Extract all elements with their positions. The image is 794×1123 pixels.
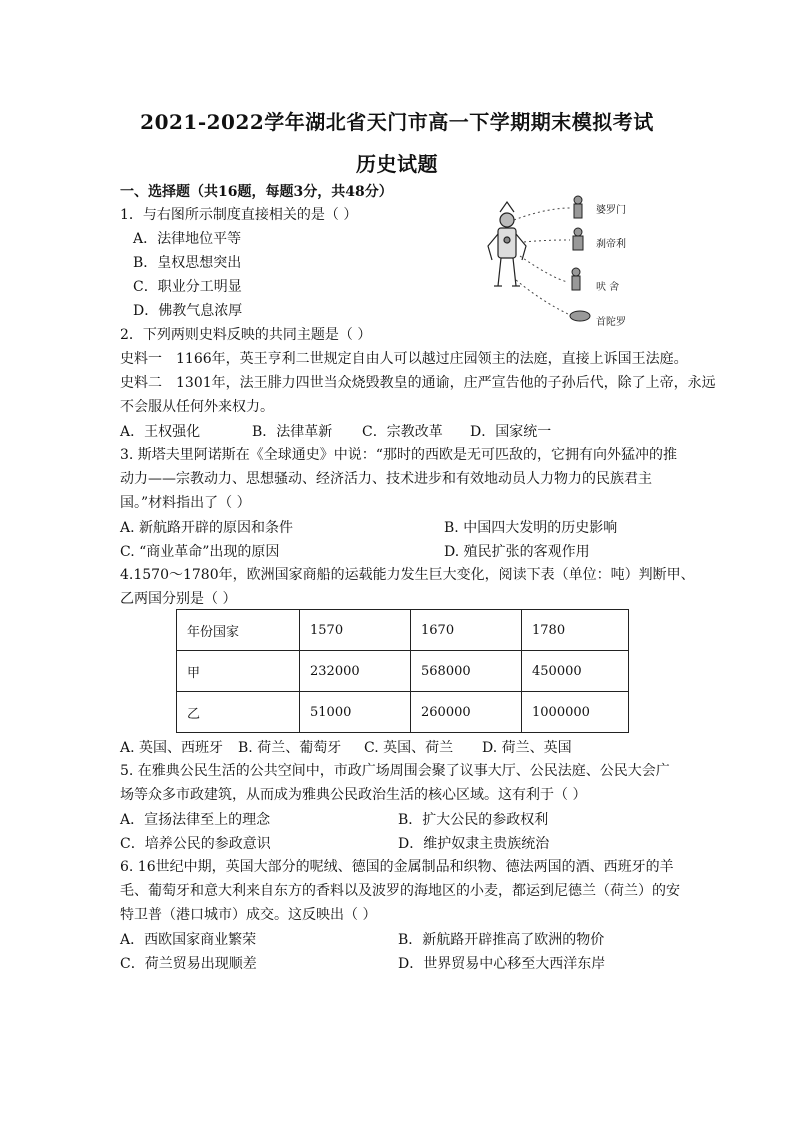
q4-line-2: 乙两国分别是（ ） (120, 591, 237, 607)
table-header-cell: 1570 (300, 610, 411, 651)
table-cell: 1000000 (522, 692, 629, 733)
table-cell: 568000 (411, 651, 522, 692)
caste-system-illustration (480, 190, 650, 330)
section-heading: 一、选择题（共16题，每题3分，共48分） (120, 184, 393, 200)
caste-label-kshatriya: 刹帝利 (596, 239, 626, 250)
q2-option-a: A．王权强化 (120, 424, 201, 440)
table-cell: 甲 (177, 651, 300, 692)
table-cell: 260000 (411, 692, 522, 733)
q2-option-b: B．法律革新 (252, 424, 333, 440)
q3-option-b: B. 中国四大发明的历史影响 (444, 520, 618, 536)
shipping-capacity-table (176, 609, 629, 733)
q3-option-d: D. 殖民扩张的客观作用 (444, 544, 590, 560)
q6-option-a: A．西欧国家商业繁荣 (120, 932, 257, 948)
q1-option-b: B．皇权思想突出 (133, 255, 242, 271)
table-header-cell: 1780 (522, 610, 629, 651)
q2-stem: 2．下列两则史料反映的共同主题是（ ） (120, 327, 372, 343)
exam-subtitle: 历史试题 (356, 152, 438, 176)
table-row (177, 692, 629, 733)
q6-option-d: D．世界贸易中心移至大西洋东岸 (398, 956, 606, 972)
q4-option-d: D. 荷兰、英国 (482, 740, 572, 756)
table-cell: 乙 (177, 692, 300, 733)
exam-title: 2021-2022学年湖北省天门市高一下学期期末模拟考试 (140, 110, 654, 134)
q2-option-c: C．宗教改革 (362, 424, 443, 440)
q6-option-c: C．荷兰贸易出现顺差 (120, 956, 257, 972)
q4-option-c: C. 英国、荷兰 (364, 740, 454, 756)
table-header-cell: 年份国家 (177, 610, 300, 651)
table-row (177, 651, 629, 692)
q4-option-a: A. 英国、西班牙 (120, 740, 224, 756)
q6-line-2: 毛、葡萄牙和意大利来自东方的香料以及波罗的海地区的小麦，都运到尼德兰（荷兰）的安 (120, 883, 680, 899)
q1-option-a: A．法律地位平等 (133, 231, 242, 247)
q2-source-2: 史料二 1301年，法王腓力四世当众烧毁教皇的通谕，庄严宣告他的子孙后代，除了上帝，永远 (120, 375, 716, 391)
caste-label-vaishya: 吠 舍 (596, 282, 620, 293)
table-cell: 232000 (300, 651, 411, 692)
q5-line-2: 场等众多市政建筑，从而成为雅典公民政治生活的核心区域。这有利于（ ） (120, 787, 587, 803)
caste-label-shudra: 首陀罗 (596, 317, 626, 328)
q3-option-a: A. 新航路开辟的原因和条件 (120, 520, 294, 536)
q3-option-c: C. “商业革命”出现的原因 (120, 544, 280, 560)
table-cell: 51000 (300, 692, 411, 733)
q4-option-b: B. 荷兰、葡萄牙 (238, 740, 342, 756)
q5-option-a: A．宣扬法律至上的理念 (120, 812, 271, 828)
q3-line-3: 国。”材料指出了（ ） (120, 495, 251, 511)
caste-label-brahmin: 婆罗门 (596, 205, 626, 216)
q1-option-c: C．职业分工明显 (133, 279, 242, 295)
q3-line-2: 动力——宗教动力、思想骚动、经济活力、技术进步和有效地动员人力物力的民族君主 (120, 471, 652, 487)
q4-line-1: 4.1570～1780年，欧洲国家商船的运载能力发生巨大变化，阅读下表（单位：吨）判断甲、 (120, 567, 695, 583)
table-header-row (177, 610, 629, 651)
q1-option-d: D．佛教气息浓厚 (133, 303, 243, 319)
q1-stem: 1．与右图所示制度直接相关的是（ ） (120, 207, 358, 223)
q2-source-2-cont: 不会服从任何外来权力。 (120, 399, 274, 415)
q6-line-3: 特卫普（港口城市）成交。这反映出（ ） (120, 907, 377, 923)
table-header-cell: 1670 (411, 610, 522, 651)
q6-option-b: B．新航路开辟推高了欧洲的物价 (398, 932, 605, 948)
q5-option-b: B．扩大公民的参政权利 (398, 812, 549, 828)
q2-source-1: 史料一 1166年，英王亨利二世规定自由人可以越过庄园领主的法庭，直接上诉国王法庭。 (120, 351, 688, 367)
table-cell: 450000 (522, 651, 629, 692)
q5-option-c: C．培养公民的参政意识 (120, 836, 271, 852)
q5-option-d: D．维护奴隶主贵族统治 (398, 836, 550, 852)
q2-option-d: D．国家统一 (470, 424, 552, 440)
q3-line-1: 3. 斯塔夫里阿诺斯在《全球通史》中说：“那时的西欧是无可匹敌的，它拥有向外猛冲的推 (120, 447, 677, 463)
q5-line-1: 5. 在雅典公民生活的公共空间中，市政广场周围会聚了议事大厅、公民法庭、公民大会广 (120, 763, 670, 779)
q6-line-1: 6. 16世纪中期，英国大部分的呢绒、德国的金属制品和织物、德法两国的酒、西班牙的羊 (120, 859, 674, 875)
